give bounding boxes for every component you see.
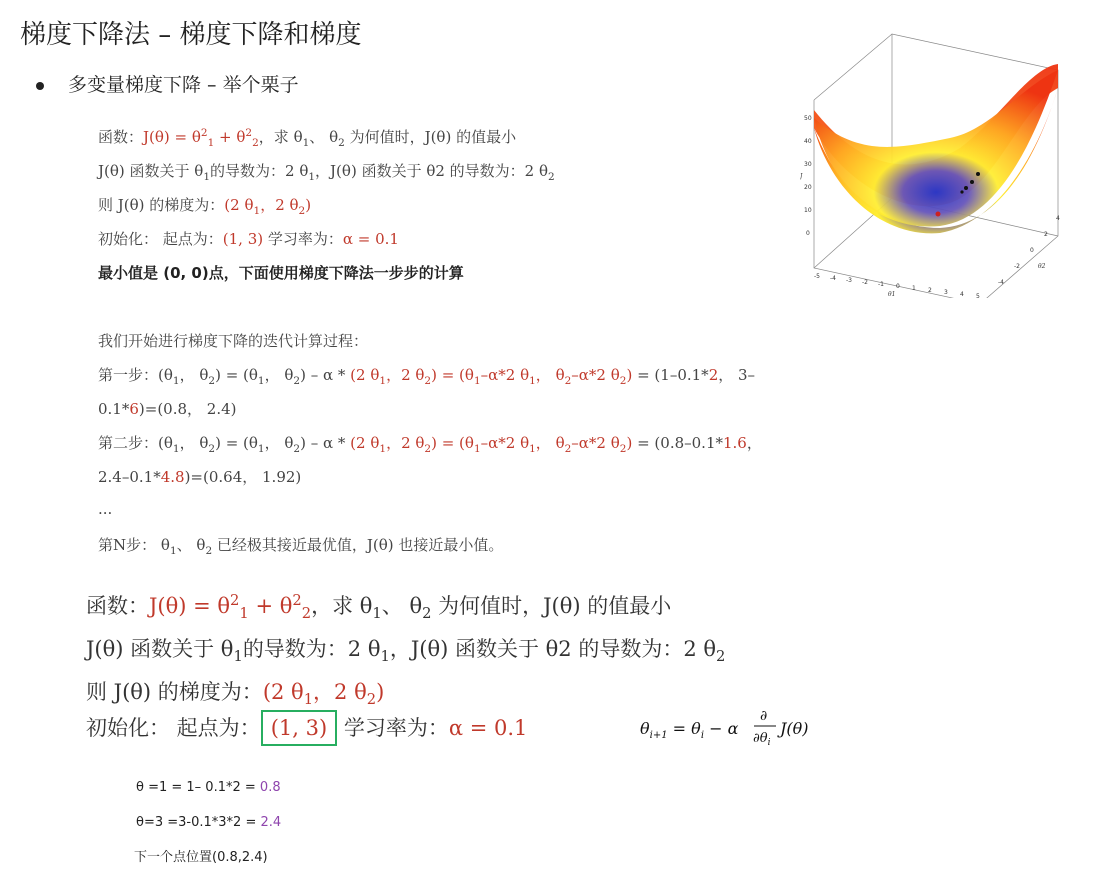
x-tick-m5: -5 — [814, 273, 820, 280]
y-axis-label: θ2 — [1038, 263, 1046, 270]
next-point-label: 下一个点位置(0.8,2.4) — [134, 850, 268, 865]
upper-line-1: 函数：$J(\theta) = \theta^2_1 + \theta^2_2$，求 $\theta_1$、 $\theta_2$ 为何值时，J(θ) 的值最小 — [98, 127, 517, 149]
y-tick-0: 0 — [1030, 247, 1034, 254]
y-tick-4: 4 — [1056, 215, 1060, 222]
svg-text:θi+1 = θi − α: $\theta_{i+1} = \theta_i - \alpha$ — [640, 719, 739, 741]
z-tick-10: 10 — [804, 207, 812, 214]
start-point-highlight: (1, 3) — [261, 710, 337, 746]
svg-text:∂: ∂ — [760, 708, 768, 724]
bullet-text: 多变量梯度下降 – 举个栗子 — [68, 74, 299, 96]
z-tick-50: 50 — [804, 115, 812, 122]
minimum-point — [936, 212, 941, 217]
svg-text:∂θi: $\partial\theta_i$ — [753, 731, 771, 748]
x-tick-m1: -1 — [878, 281, 884, 288]
upper-line-2: J(θ) 函数关于 $\theta_1$的导数为：2 $\theta_1$，J(θ) 函数关于 θ2 的导数为：2 $\theta_2$ — [98, 162, 555, 183]
iter-step2-line1: 第二步：($\theta_1$， $\theta_2) = (\theta_1$， $\theta_2$) – α * (2 $\theta_1$，2 $\theta_2) = (\theta_1-\alpha*2$ $\theta_1$， $\theta_2-\alpha*2$ $\theta_2) = (0.8-0.1*1.6$， — [98, 434, 762, 455]
x-tick-m2: -2 — [862, 279, 868, 286]
lower-line-2: J(θ) 函数关于 $\theta_1$的导数为：2 $\theta_1$，J(θ) 函数关于 θ2 的导数为：2 $\theta_2$ — [86, 637, 726, 666]
bullet-dot — [36, 82, 44, 90]
bullet-heading — [36, 70, 299, 97]
iter-step1-line2: 0.1*6)=(0.8， 2.4) — [98, 400, 237, 418]
x-tick-2: 2 — [928, 287, 932, 294]
x-tick-4: 4 — [960, 291, 964, 298]
x-tick-m3: -3 — [846, 277, 852, 284]
x-tick-m4: -4 — [830, 275, 836, 282]
z-tick-20: 20 — [804, 184, 812, 191]
page-title: 梯度下降法 – 梯度下降和梯度 — [20, 20, 362, 50]
iter-step2-line2: 2.4–0.1*4.8)=(0.64， 1.92) — [98, 468, 302, 486]
y-tick-labels — [998, 215, 1060, 286]
calc-line-1: θ =1 = 1– 0.1*2 = 0.8 — [136, 780, 281, 795]
svg-text:J(θ): J(θ) — [780, 719, 809, 738]
z-axis-label: J — [800, 173, 803, 180]
y-tick-2: 2 — [1044, 231, 1048, 238]
z-tick-40: 40 — [804, 138, 812, 145]
x-tick-3: 3 — [944, 289, 948, 296]
x-tick-labels — [814, 273, 980, 298]
iter-stepN: 第N步： $\theta_1$、 $\theta_2$ 已经极其接近最优值，J(θ) 也接近最小值。 — [98, 536, 504, 557]
upper-line-3: 则 J(θ) 的梯度为：(2 $\theta_1$，2 $\theta_2$) — [98, 196, 312, 217]
z-tick-0: 0 — [806, 230, 810, 237]
z-tick-30: 30 — [804, 161, 812, 168]
y-tick-m2: -2 — [1014, 263, 1020, 270]
x-tick-5: 5 — [976, 293, 980, 298]
y-tick-m4: -4 — [998, 279, 1004, 286]
upper-line-5: 最小值是 (0, 0)点，下面使用梯度下降法一步步的计算 — [98, 264, 464, 282]
lower-line-1: 函数：$J(\theta) = \theta^2_1 + \theta^2_2$，求 $\theta_1$、 $\theta_2$ 为何值时，J(θ) 的值最小 — [86, 592, 672, 623]
x-tick-1: 1 — [912, 285, 916, 292]
x-axis-label: θ1 — [888, 291, 896, 298]
update-formula — [640, 706, 830, 754]
iter-intro: 我们开始进行梯度下降的迭代计算过程： — [98, 332, 369, 350]
update-formula-svg — [640, 706, 830, 750]
calc-line-2: θ=3 =3-0.1*3*2 = 2.4 — [136, 815, 282, 830]
surface-plot — [800, 28, 1070, 298]
lower-line-3: 则 J(θ) 的梯度为：(2 $\theta_1$，2 $\theta_2$) — [86, 680, 385, 709]
upper-line-4: 初始化： 起点为：(1, 3) 学习率为：α = 0.1 — [98, 230, 399, 248]
z-tick-labels — [804, 115, 812, 237]
lower-line-4: 初始化： 起点为： (1, 3) 学习率为：α = 0.1 — [86, 712, 527, 742]
iter-dots: ... — [98, 500, 113, 518]
x-tick-0: 0 — [896, 283, 900, 290]
iter-step1-line1: 第一步：($\theta_1$， $\theta_2) = (\theta_1$， $\theta_2$) – α * (2 $\theta_1$，2 $\theta_2) = (\theta_1-\alpha*2$ $\theta_1$， $\theta_2-\alpha*2$ $\theta_2) = (1-0.1*2$， 3– — [98, 366, 756, 387]
